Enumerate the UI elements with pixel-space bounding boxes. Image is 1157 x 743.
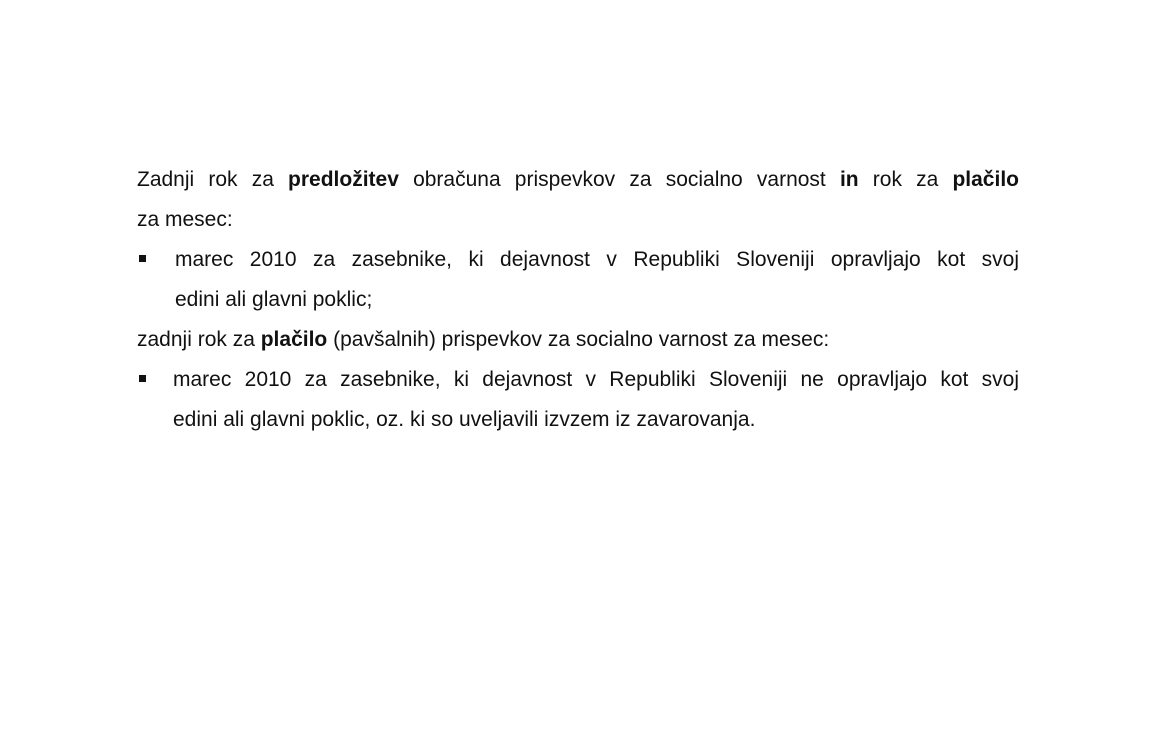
bold-term-placilo: plačilo: [952, 168, 1019, 191]
document-body: [137, 160, 1019, 440]
text-run: (pavšalnih) prispevkov za socialno varnost za mesec:: [327, 328, 830, 351]
square-bullet-icon: [139, 255, 146, 262]
list-item: [137, 360, 1019, 440]
deadline-paragraph-2: [137, 320, 1019, 360]
bold-term-in: in: [839, 168, 859, 191]
list-item-line-1: marec 2010 za zasebnike, ki dejavnost v Republiki Sloveniji opravljajo kot svoj: [175, 248, 1019, 271]
list-item-text: [173, 360, 1019, 440]
square-bullet-icon: [139, 375, 146, 382]
text-run: zadnji rok za: [137, 328, 261, 351]
bold-term-placilo: plačilo: [260, 328, 328, 351]
text-run: Zadnji rok za: [137, 168, 289, 191]
list-item-line-2: edini ali glavni poklic;: [175, 288, 373, 311]
bold-term-predlozitev: predložitev: [288, 168, 399, 191]
list-item-line-1: marec 2010 za zasebnike, ki dejavnost v Republiki Sloveniji ne opravljajo kot svoj: [173, 368, 1019, 391]
paragraph-1-line-2: za mesec:: [137, 208, 233, 231]
text-run: rok za: [858, 168, 953, 191]
paragraph-1-line-1: [137, 160, 1019, 200]
list-item-text: [175, 240, 1019, 320]
text-run: obračuna prispevkov za socialno varnost: [398, 168, 840, 191]
deadline-paragraph-1: [137, 160, 1019, 240]
list-item-line-2: edini ali glavni poklic, oz. ki so uveljavili izvzem iz zavarovanja.: [173, 408, 756, 431]
list-item: [137, 240, 1019, 320]
